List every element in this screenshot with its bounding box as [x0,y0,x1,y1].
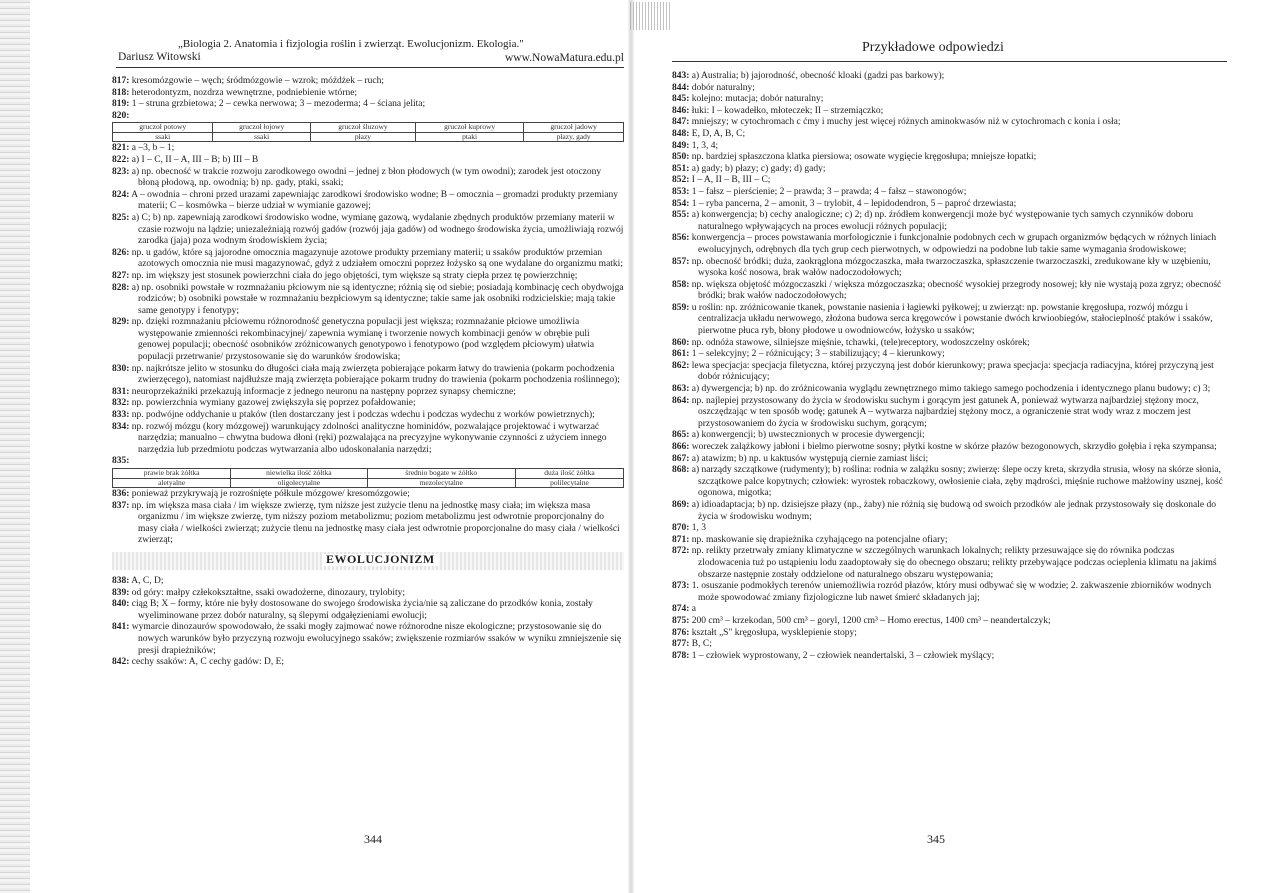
page-number: 345 [927,832,945,846]
answer-number: 866: [672,442,690,452]
answer-text: 1, 3 [689,523,707,534]
answer-number: 824: [112,189,130,200]
answer-text: 1 – ryba pancerna, 2 – amonit, 3 – trylobit, 4 – lepidodendron, 5 – paproć drzewiasta; [689,198,1017,209]
answer-entry [672,465,1227,500]
answer-text: a) Australia; b) jajorodność, obecność kloaki (gadzi pas barkowy); [689,71,945,81]
answer-entry [112,76,624,88]
answer-entry [112,657,624,669]
answer-number: 847: [672,117,690,128]
answer-text: u roślin: np. zróżnicowanie tkanek, powstanie nasienia i łagiewki pyłkowej; u zwierząt: np. powstanie kręgosłupa, rozwój mózgu i centralizacja układu nerwowego, złożona budowa serca kręgowców i powstanie dwóch krwioobiegów, stałocieplność ptaków i ssaków, pierwotne płuca ryb, błony płodowe u owodniowców, łożysko u ssaków; [689,302,1213,337]
answer-text: 1 – selekcyjny; 2 – różnicujący; 3 – stabilizujący; 4 – kierunkowy; [689,349,945,360]
answer-number: 828: [112,282,130,293]
answer-number: 838: [112,575,130,586]
answer-entry [112,501,624,547]
answer-text: np. odnóża stawowe, silniejsze mięśnie, tchawki, (tele)receptory, wodoszczelny oskórek; [689,337,1030,348]
answer-entry [112,99,624,111]
answer-text: a) np. obecność w trakcie rozwoju zarodkowego owodni – jednej z błon płodowych (w tym owodni); zarodek jest otoczony błoną płodową, np. owodnią; b) np. gady, ptaki, ssaki; [129,166,602,189]
answer-entry [672,152,1227,164]
answer-entry [672,454,1227,466]
answer-text: wymarcie dinozaurów spowodowało, że ssaki mogły zajmować nowe różnorodne nisze ekologiczne; przystosowanie się do nowych warunków było przyczyną rozwoju ewolucyjnego ssaków; zwiększenie rozmiarów ssaków w wyniku zmniejszenie się presji drapieżników; [129,622,622,656]
answer-text: np. powierzchnia wymiany gazowej zwiększyła się poprzez pofałdowanie; [129,398,416,409]
answer-entry [672,361,1227,384]
answer-text: np. bardziej spłaszczona klatka piersiowa; osowate wygięcie kręgosłupa; mniejsze łopatki; [689,152,1037,163]
answer-number: 831: [112,386,130,397]
answer-text: a) gady; b) płazy; c) gady; d) gady; [689,163,826,174]
answer-text: lewa specjacja: specjacja filetyczna, której przyczyną jest dobór kierunkowy; prawa specjacja: specjacja radiacyjna, której przyczyną jest dobór różnicujący; [689,360,1214,383]
answer-number: 872: [672,546,690,557]
answer-number: 865: [672,430,690,441]
answer-number: 826: [112,247,130,258]
table-cell: ssaki [213,132,310,142]
table-cell: ptaki [416,132,524,142]
table-cell: niewielka ilość żółtka [231,469,367,479]
answer-number: 877: [672,639,690,650]
answer-text: E, D, A, B, C; [689,128,746,139]
answer-number: 851: [672,163,690,174]
answer-entry [112,155,624,167]
answer-text: a) atawizm; b) np. u kaktusów występują ciernie zamiast liści; [689,453,929,464]
answer-entry [112,190,624,213]
answer-entry [112,271,624,283]
table-820 [112,122,624,142]
answer-entry [672,628,1227,640]
left-page-header [112,38,624,72]
answer-number: 825: [112,212,130,223]
answer-number: 841: [112,622,130,633]
answer-number: 850: [672,152,690,163]
answer-number: 846: [672,105,690,116]
answer-number: 818: [112,87,130,98]
answer-text: a) C; b) np. zapewniają zarodkowi środowisko wodne, wymianę gazową, wydalanie zbędnych produktów przemiany materii w czasie rozwoju na lądzie; uniezależniają rozwój gadów (rozwój jaja gadów) od wodnego środowiska życia, umożliwiają rozwój zarodka (jaja) poza wodnym środowiskiem życia; [129,212,624,247]
answer-entry [672,384,1227,396]
answer-entry [672,430,1227,442]
table-cell: prawie brak żółtka [113,469,231,479]
answer-number: 823: [112,166,130,177]
answer-entry [672,94,1227,106]
answer-number: 835: [112,456,130,467]
answer-number: 870: [672,523,690,534]
answer-entry [112,317,624,363]
answer-number: 820: [112,110,130,121]
answer-number: 832: [112,398,130,409]
answer-text: I – A, II – B, III – C; [689,175,771,186]
answer-number: 862: [672,360,690,371]
answer-number: 861: [672,349,690,360]
table-cell: gruczoł śluzowy [310,123,415,133]
answer-text: B, C; [689,639,712,650]
header-title: Przykładowe odpowiedzi [862,40,1004,55]
answer-entry [112,111,624,123]
answer-text: kolejno: mutacja; dobór naturalny; [689,94,824,105]
answer-number: 876: [672,627,690,638]
answer-number: 834: [112,421,130,432]
answer-entry [112,387,624,399]
answer-text: woreczek zalążkowy jabłoni i bielmo pierwotne sosny; płytki kostne w skórze płazów bezogonowych, skrzydło gołębia i ręka szympansa; [689,442,1217,452]
answer-text: a) konwergencja; b) cechy analogiczne; c) 2; d) np. źródłem konwergencji może być występowanie tych samych czynników doboru naturalnego wpływających na proces ewolucji różnych populacji; [689,210,1194,232]
table-cell: płazy [310,132,415,142]
answer-number: 836: [112,489,130,499]
answer-entry [112,599,624,622]
answer-text: np. najkrótsze jelito w stosunku do długości ciała mają zwierzęta pobierające pokarm łatwy do trawienia (pokarm pochodzenia zwierzęcego), natomiast najdłuższe mają zwierzęta pobierające pokarm trudny do trawienia (pokarm pochodzenia roślinnego); [129,363,620,386]
answer-entry [112,88,624,100]
answer-text: 1, 3, 4; [689,140,719,151]
answer-number: 848: [672,128,690,139]
answer-entry [112,410,624,422]
answer-number: 858: [672,279,690,290]
answer-number: 868: [672,465,690,476]
answer-number: 855: [672,210,690,221]
answer-entry [672,500,1227,523]
website-url: www.NowaMatura.edu.pl [504,52,624,64]
answer-entry [112,248,624,271]
answer-entry [672,233,1227,256]
answer-text: mniejszy; w cytochromach c ćmy i muchy jest więcej różnych aminokwasów niż w cytochromach c konia i osła; [689,117,1121,128]
answer-text: cechy ssaków: A, C cechy gadów: D, E; [129,657,285,668]
answer-entry [672,581,1227,604]
table-cell: polilecytalne [515,478,623,488]
table-row [113,469,624,479]
section-title: EWOLUCJONIZM [322,554,439,566]
answer-entry [112,398,624,410]
answer-number: 819: [112,99,130,110]
answer-text: a [689,604,697,615]
answer-entry [672,164,1227,176]
answer-entry [672,604,1227,616]
answer-text: 1 – struna grzbietowa; 2 – cewka nerwowa; 3 – mezoderma; 4 – ściana jelita; [129,99,426,110]
answer-entry [672,639,1227,651]
table-cell: mezolecytalne [367,478,515,488]
answer-text: od góry: małpy człekokształtne, ssaki owadożerne, dinozaury, trylobity; [129,587,406,598]
table-cell: gruczoł łojowy [213,123,310,133]
answer-entry [112,283,624,318]
answer-list [112,143,624,468]
answer-number: 842: [112,657,130,668]
right-page-header [672,40,1227,74]
answer-text: A, C, D; [129,575,164,586]
answer-text: np. im większa masa ciała / im większe zwierzę, tym niższe jest zużycie tlenu na jednostkę masy ciała; im większa masa organizmu / im większe zwierzę, tym niższy poziom metabolizmu; poziom metabolizmu jest odwrotnie proporcjonalny do masy ciała / wielkości zwierząt; zużycie tlenu na jednostkę masy ciała jest odwrotnie proporcjonalne do masy ciała / wielkości zwierząt; [129,500,620,546]
answer-text: konwergencja – proces powstawania morfologicznie i funkcjonalnie podobnych cech w grupach organizmów będących w różnych liniach ewolucyjnych, odrębnych dla tych grup cech pierwotnych, w odpowiedzi na podobne lub takie same wymagania środowiskowe; [689,233,1217,255]
answer-number: 822: [112,154,130,165]
answer-text: ponieważ przykrywają je rozrośnięte półkule mózgowe/ kresomózgowie; [129,489,410,499]
answer-entry [672,349,1227,361]
table-row [113,123,624,133]
answer-entry [112,588,624,600]
answer-number: 873: [672,581,690,592]
answer-number: 845: [672,94,690,105]
answer-text: heterodontyzm, nozdrza wewnętrzne, podniebienie wtórne; [129,87,358,98]
answer-entry [112,422,624,457]
answer-text: np. rozwój mózgu (kory mózgowej) warunkujący zdolności analityczne hominidów, pozwalające projektować i wytwarzać narzędzia; manualno – chwytna budowa dłoni (ręki) pozwalająca na precyzyjne wykonywanie czynności z użyciem innego narzędzia lub przedmiotu podczas wytwarzania albo udoskonalania narzędzi; [129,421,607,455]
author-name: Dariusz Witowski [118,51,201,63]
answer-text: 1. osuszanie podmokłych terenów uniemożliwia rozród płazów, który musi odbywać się w wodzie; 2. zakwaszenie zbiorników wodnych może spowodować zmiany fizjologiczne lub nawet śmierć składanych jaj; [689,581,1212,603]
answer-number: 863: [672,384,690,395]
table-cell: duża ilość żółtka [515,469,623,479]
answer-entry [672,141,1227,153]
answer-text: kształt „S" kręgosłupa, wysklepienie stopy; [689,627,857,638]
answer-number: 857: [672,256,690,267]
answer-text: a) dywergencja; b) np. do zróżnicowania wyglądu zewnętrznego mimo takiego samego pochodzenia i identycznego planu budowy; c) 3; [689,384,1211,395]
answer-number: 849: [672,140,690,151]
scan-edge-shadow [0,0,30,893]
answer-entry [112,576,624,588]
answer-list [672,71,1227,662]
answer-entry [672,280,1227,303]
answer-number: 821: [112,143,130,154]
answer-text: np. najlepiej przystosowany do życia w środowisku suchym i gorącym jest gatunek A, ponieważ wytwarza najbardziej stężony mocz, oszczędzając w ten sposób wodę; gatunek A – wytwarza najbardziej stężony mocz, a ograniczenie strat wody wraz z moczem jest przystosowaniem do życia w środowisku suchym, gorącym; [689,395,1199,429]
answer-entry [672,651,1227,663]
header-rule [116,67,624,68]
table-cell: ssaki [113,132,213,142]
answer-number: 844: [672,82,690,93]
table-cell: płazy, gady [524,132,624,142]
answer-number: 874: [672,604,690,615]
answer-entry [112,456,624,468]
answer-entry [672,396,1227,431]
answer-text: a) idioadaptacja; b) np. dzisiejsze płazy (np., żaby) nie różnią się budową od swoich przodków ale jednak przystosowały się doskonale do życia w środowisku wodnym; [689,499,1216,522]
answer-entry [672,117,1227,129]
answer-text: a) konwergencji; b) uwstecznionych w procesie dywergencji; [689,430,925,441]
answer-entry [112,213,624,248]
answer-list [112,576,624,669]
answer-number: 854: [672,198,690,209]
answer-number: 860: [672,337,690,348]
table-cell: gruczoł jadowy [524,123,624,133]
answer-text: 200 cm³ – krzekodan, 500 cm³ – goryl, 1200 cm³ – Homo erectus, 1400 cm³ – neandertalczyk; [689,615,1051,626]
answer-list [112,489,624,547]
answer-number: 817: [112,76,130,86]
answer-text: kresomózgowie – węch; śródmózgowie – wzrok; móżdżek – ruch; [129,76,385,86]
answer-text: łuki: I – kowadełko, młoteczek; II – strzemiączko; [689,105,884,116]
answer-entry [672,546,1227,581]
table-cell: średnio bogate w żółtko [367,469,515,479]
answer-number: 840: [112,599,130,610]
answer-number: 859: [672,302,690,313]
answer-number: 869: [672,499,690,510]
answer-entry [672,616,1227,628]
table-cell: aletyalne [113,478,231,488]
answer-entry [672,523,1227,535]
table-row [113,132,624,142]
table-cell: oligolecytalne [231,478,367,488]
answer-number: 837: [112,500,130,511]
answer-text: ciąg B; X – formy, które nie były dostosowane do swojego środowiska życia/nie są zaliczane do przodków konia, zostały wyeliminowane przez dobór naturalny, są ślepymi odgałęzieniami ewolucji; [129,599,593,621]
answer-text: np. relikty przetrwały zmiany klimatyczne w szczególnych warunkach lokalnych; relikty przesuwające się do równika podczas zlodowacenia tuż po ustąpieniu lodu zaadoptowały się do obecnego obszaru; relikty przebywające podczas ocieplenia klimatu na jakimś obszarze następnie zostały oddzielone od naturalnego obszaru występowania; [689,546,1217,580]
answer-entry [672,187,1227,199]
answer-number: 878: [672,650,690,661]
answer-text: np. maskowanie się drapieżnika czyhającego na potencjalne ofiary; [689,534,948,545]
table-835 [112,468,624,488]
answer-list [112,76,624,122]
answer-text: A – owodnia – chroni przed urazami zapewniając zarodkowi środowisko wodne; B – omocznia – gromadzi produkty przemiany materii; C – kosmówka – bierze udział w wymianie gazowej; [129,189,619,212]
answer-text: a) I – C, II – A, III – B; b) III – B [129,154,259,165]
page-number: 344 [364,832,382,846]
answer-text: np. obecność bródki; duża, zaokrąglona mózgoczaszka, mała twarzoczaszka, spłaszczenie twarzoczaszki, zredukowane kły w uzębieniu, wysoka kość nosowa, brak wałów nadoczodołowych; [689,256,1211,279]
answer-text: a) np. osobniki powstałe w rozmnażaniu płciowym nie są identyczne; różnią się od siebie; posiadają kombinację cech obydwojga rodziców; b) osobniki powstałe w rozmnażaniu bezpłciowym są identyczne; takie same jak osobniki rodzicielskie; mają takie same genotypy i fenotypy; [129,282,624,316]
answer-number: 839: [112,587,130,598]
answer-number: 829: [112,317,130,328]
answer-text: 1 – fałsz – pierścienie; 2 – prawda; 3 – prawda; 4 – fałsz – stawonogów; [689,186,967,197]
answer-entry [112,167,624,190]
answer-entry [672,442,1227,454]
answer-number: 871: [672,534,690,545]
right-page-content [672,71,1227,662]
answer-text: np. dzięki rozmnażaniu płciowemu różnorodność genetyczna populacji jest większa; rozmnażanie płciowe umożliwia występowanie zmienności rekombinacyjnej/ zapewnia wymianę i tworzenie nowych kombinacji genów w obrębie puli genowej populacji; obecność osobników zróżnicowanych genotypowo i fenotypowo (pod względem płciowym) ułatwia populacji przetrwanie/ przystosowanie się do warunków środowiska; [129,317,595,363]
left-page [112,0,624,893]
answer-entry [672,303,1227,338]
answer-number: 853: [672,186,690,197]
answer-number: 827: [112,270,130,281]
answer-number: 875: [672,615,690,626]
answer-text: neuroprzekaźniki przekazują informacje z jednego neuronu na następny poprzez synapsy chemiczne; [129,386,516,397]
answer-entry [672,83,1227,95]
answer-text: np. im większy jest stosunek powierzchni ciała do jego objętości, tym większe są straty ciepła przez tę powierzchnię; [129,270,578,281]
answer-number: 867: [672,453,690,464]
answer-entry [112,622,624,657]
scan-artifact [630,2,670,30]
answer-number: 830: [112,363,130,374]
right-page [672,0,1227,893]
answer-number: 864: [672,395,690,406]
answer-entry [672,535,1227,547]
answer-entry [672,210,1227,233]
answer-entry [112,489,624,501]
answer-text: np. większa objętość mózgoczaszki / większa mózgoczaszka; obecność wysokiej przegrody nosowej; kły nie wystają poza zgryz; obecność bródki; brak wałów nadoczodołowych; [689,279,1222,302]
section-heading-band [112,552,624,570]
answer-text: 1 – człowiek wyprostowany, 2 – człowiek neandertalski, 3 – człowiek myślący; [689,650,995,661]
answer-entry [672,106,1227,118]
answer-entry [672,338,1227,350]
table-row [113,478,624,488]
answer-entry [672,71,1227,83]
answer-entry [672,175,1227,187]
answer-entry [112,364,624,387]
answer-text: dobór naturalny; [689,82,755,93]
answer-entry [672,199,1227,211]
answer-text: a) narządy szczątkowe (rudymenty); b) roślina: rodnia w zalążku sosny; zwierzę: ślepe oczy kreta, skrzydła strusia, włosy na skórze słonia, szczątkowe palce kopytnych; człowiek: wyrostek robaczkowy, owłosienie ciała, zęby mądrości, mięśnie ruchowe małżowiny usznej, kość ogonowa, migotka; [689,465,1223,499]
answer-entry [672,129,1227,141]
answer-text: np. podwójne oddychanie u ptaków (tlen dostarczany jest i podczas wdechu i podczas wydechu z worków powietrznych); [129,410,595,421]
answer-number: 856: [672,233,690,244]
answer-text: np. u gadów, które są jajorodne omocznia magazynuje azotowe produkty przemiany materii; u ssaków produktów przemian azotowych omocznia nie musi magazynować, gdyż z udziałem omoczni poprzez łożysko są one wydalane do organizmu matki; [129,247,623,270]
table-cell: gruczoł potowy [113,123,213,133]
table-cell: gruczoł kuprowy [416,123,524,133]
answer-number: 852: [672,175,690,186]
header-rule [672,61,1227,62]
book-title: „Biologia 2. Anatomia i fizjologia roślin i zwierząt. Ewolucjonizm. Ekologia." [178,38,524,50]
answer-text: a –3, b – 1; [129,143,175,154]
book-spine [628,0,634,893]
answer-number: 833: [112,410,130,421]
answer-number: 843: [672,71,690,81]
answer-entry [112,143,624,155]
answer-entry [672,257,1227,280]
left-page-content [112,76,624,669]
